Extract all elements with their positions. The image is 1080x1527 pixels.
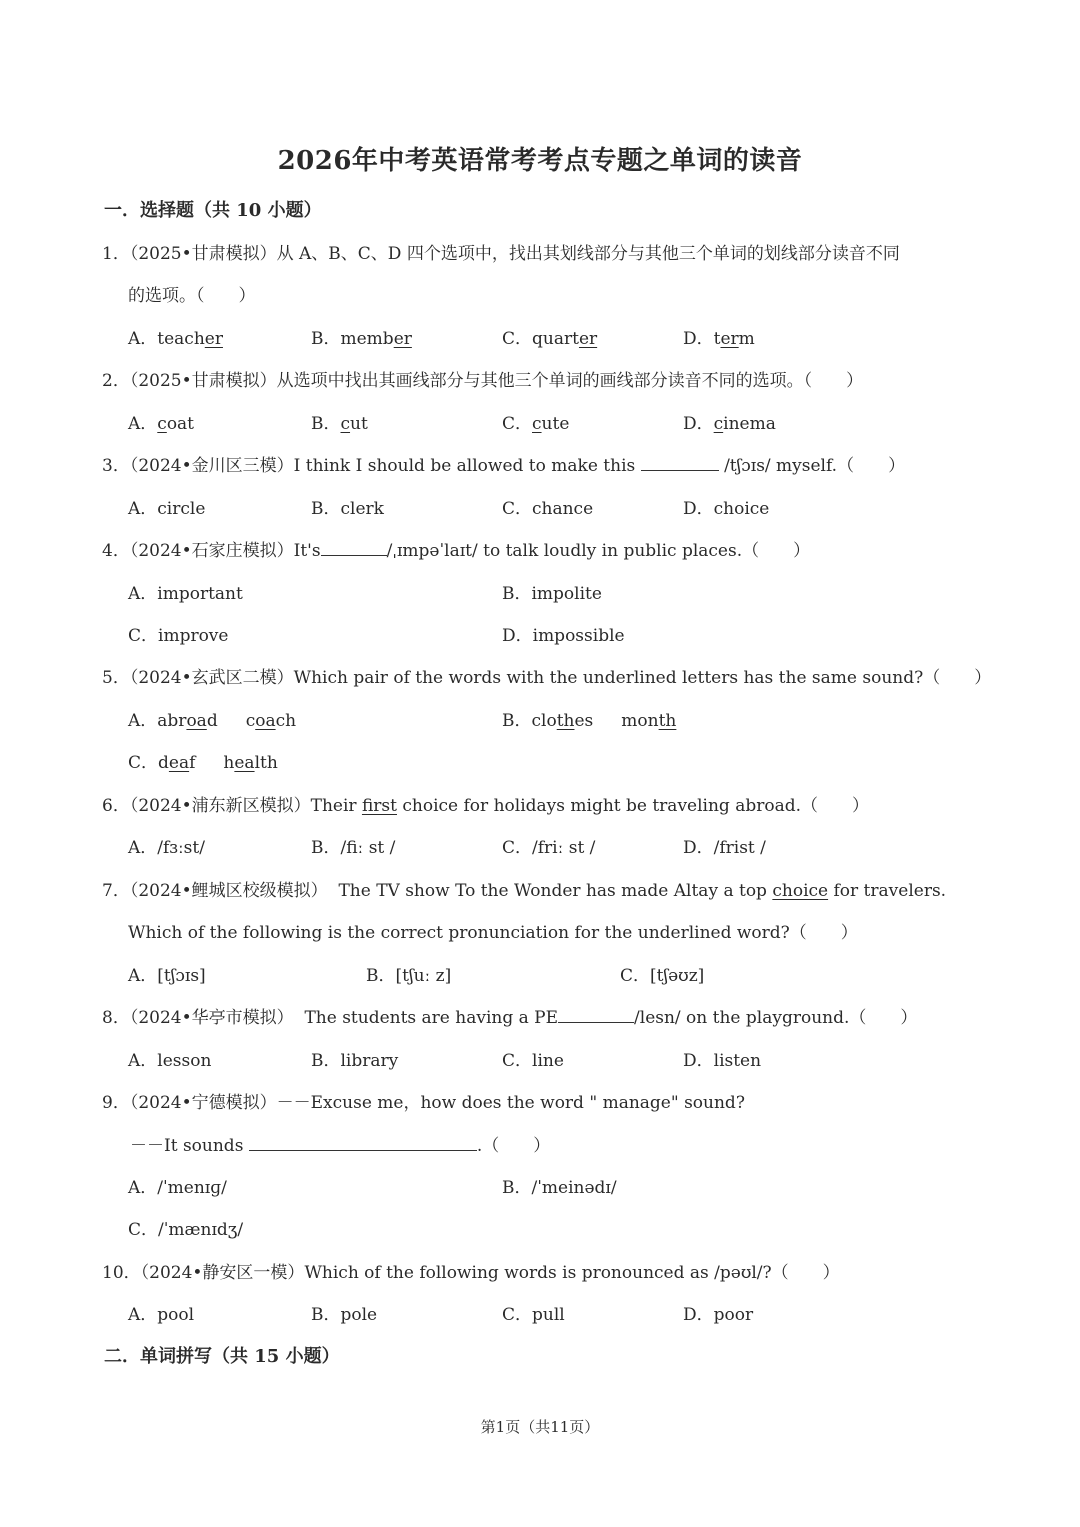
option-c[interactable]: C．deaf health xyxy=(128,753,278,773)
answer-blank[interactable] xyxy=(249,1134,477,1151)
question-text: Their xyxy=(310,796,357,816)
option-c[interactable]: C．[tʃəʊz] xyxy=(620,966,705,986)
option-d[interactable]: D．term xyxy=(683,329,755,349)
option-d[interactable]: D．listen xyxy=(683,1051,762,1071)
question-9-continued: －－It sounds .（ ） xyxy=(130,1136,551,1156)
answer-blank[interactable] xyxy=(641,454,719,471)
question-5 xyxy=(102,663,991,688)
question-number: 7． xyxy=(102,881,130,901)
question-number: 5． xyxy=(102,668,130,688)
option-b[interactable]: B．library xyxy=(311,1051,399,1071)
option-d[interactable]: D．/frist / xyxy=(683,838,766,858)
option-c[interactable]: C．/ˈmænɪdʒ/ xyxy=(128,1220,244,1240)
question-number: 2． xyxy=(102,371,130,391)
option-a[interactable]: A．coat xyxy=(128,414,195,434)
question-7 xyxy=(102,876,946,901)
question-3 xyxy=(102,451,905,476)
option-a[interactable]: A．important xyxy=(128,584,243,604)
option-a[interactable]: A．pool xyxy=(128,1305,195,1325)
option-a[interactable]: A．abroad coach xyxy=(128,711,297,731)
question-source: （2025•甘肃模拟） xyxy=(129,244,277,264)
question-6 xyxy=(102,791,869,816)
question-10 xyxy=(102,1258,840,1283)
question-7-continued: Which of the following is the correct pronunciation for the underlined word?（ ） xyxy=(128,923,858,943)
option-c[interactable]: C．line xyxy=(502,1051,564,1071)
question-source: （2024•金川区三模） xyxy=(129,456,294,476)
option-a[interactable]: A．/ˈmenɪɡ/ xyxy=(128,1178,227,1198)
option-a[interactable]: A．lesson xyxy=(128,1051,212,1071)
question-text: －－Excuse me，how does the word " manage" sound? xyxy=(276,1093,745,1113)
question-9 xyxy=(102,1088,745,1113)
question-number: 10． xyxy=(102,1263,141,1283)
question-source: （2024•石家庄模拟） xyxy=(129,541,294,561)
option-d[interactable]: D．choice xyxy=(683,499,770,519)
page-title: 2026年中考英语常考考点专题之单词的读音 xyxy=(277,146,803,176)
question-source: （2024•华亭市模拟） xyxy=(129,1008,294,1028)
question-source: （2024•浦东新区模拟） xyxy=(129,796,311,816)
question-4 xyxy=(102,536,810,561)
option-c[interactable]: C．pull xyxy=(502,1305,565,1325)
question-number: 4． xyxy=(102,541,130,561)
option-c[interactable]: C．cute xyxy=(502,414,570,434)
question-2 xyxy=(102,366,863,391)
option-a[interactable]: A．/fɜːst/ xyxy=(128,838,205,858)
option-a[interactable]: A．[tʃɔɪs] xyxy=(128,966,206,986)
question-text: choice for holidays might be traveling abroad.（ ） xyxy=(402,796,870,816)
question-source: （2025•甘肃模拟） xyxy=(129,371,277,391)
option-b[interactable]: B．pole xyxy=(311,1305,378,1325)
underlined-word: first xyxy=(361,796,397,816)
question-number: 8． xyxy=(102,1008,130,1028)
option-c[interactable]: C．/friː st / xyxy=(502,838,596,858)
section-title-choice: 一．选择题（共 10 小题） xyxy=(104,200,322,221)
option-b[interactable]: B．impolite xyxy=(502,584,602,604)
option-b[interactable]: B．cut xyxy=(311,414,368,434)
option-c[interactable]: C．improve xyxy=(128,626,229,646)
option-b[interactable]: B．[tʃuː z] xyxy=(366,966,452,986)
question-number: 1． xyxy=(102,244,130,264)
question-1-continued: 的选项。（ ） xyxy=(128,286,256,306)
option-c[interactable]: C．chance xyxy=(502,499,594,519)
question-text: The students are having a PE xyxy=(304,1008,559,1028)
question-text: /tʃɔɪs/ myself.（ ） xyxy=(724,456,906,476)
option-b[interactable]: B．/fiː st / xyxy=(311,838,396,858)
question-1 xyxy=(102,239,900,264)
question-source: （2024•鲤城区校级模拟） xyxy=(129,881,328,901)
question-number: 9． xyxy=(102,1093,130,1113)
question-text: /ˌɪmpəˈlaɪt/ to talk loudly in public places.（ ） xyxy=(386,541,811,561)
question-text: I think I should be allowed to make this xyxy=(293,456,636,476)
option-b[interactable]: B．clerk xyxy=(311,499,384,519)
underlined-word: choice xyxy=(772,881,829,901)
option-b[interactable]: B．member xyxy=(311,329,412,349)
question-text: 从 A、B、C、D 四个选项中，找出其划线部分与其他三个单词的划线部分读音不同 xyxy=(276,244,900,264)
question-text: for travelers. xyxy=(833,881,947,901)
option-b[interactable]: B．/ˈmeinədɪ/ xyxy=(502,1178,617,1198)
question-text: It's xyxy=(293,541,321,561)
question-text: Which of the following words is pronounced as /pəʊl/?（ ） xyxy=(304,1263,840,1283)
question-8 xyxy=(102,1003,917,1028)
option-c[interactable]: C．quarter xyxy=(502,329,598,349)
page-footer: 第1页（共11页） xyxy=(480,1418,600,1436)
question-text: The TV show To the Wonder has made Altay a top xyxy=(338,881,767,901)
question-number: 6． xyxy=(102,796,130,816)
option-d[interactable]: D．poor xyxy=(683,1305,754,1325)
question-source: （2024•宁德模拟） xyxy=(129,1093,277,1113)
question-text: /lesn/ on the playground.（ ） xyxy=(634,1008,918,1028)
answer-blank[interactable] xyxy=(558,1006,634,1023)
option-b[interactable]: B．clothes month xyxy=(502,711,677,731)
question-text: 从选项中找出其画线部分与其他三个单词的画线部分读音不同的选项。（ ） xyxy=(276,371,864,391)
option-d[interactable]: D．impossible xyxy=(502,626,625,646)
question-number: 3． xyxy=(102,456,130,476)
option-a[interactable]: A．circle xyxy=(128,499,206,519)
option-a[interactable]: A．teacher xyxy=(128,329,223,349)
section-title-spelling: 二．单词拼写（共 15 小题） xyxy=(104,1346,340,1367)
question-source: （2024•静安区一模） xyxy=(140,1263,305,1283)
option-d[interactable]: D．cinema xyxy=(683,414,776,434)
question-source: （2024•玄武区二模） xyxy=(129,668,294,688)
answer-blank[interactable] xyxy=(321,539,387,556)
question-text: Which pair of the words with the underlined letters has the same sound?（ ） xyxy=(293,668,992,688)
